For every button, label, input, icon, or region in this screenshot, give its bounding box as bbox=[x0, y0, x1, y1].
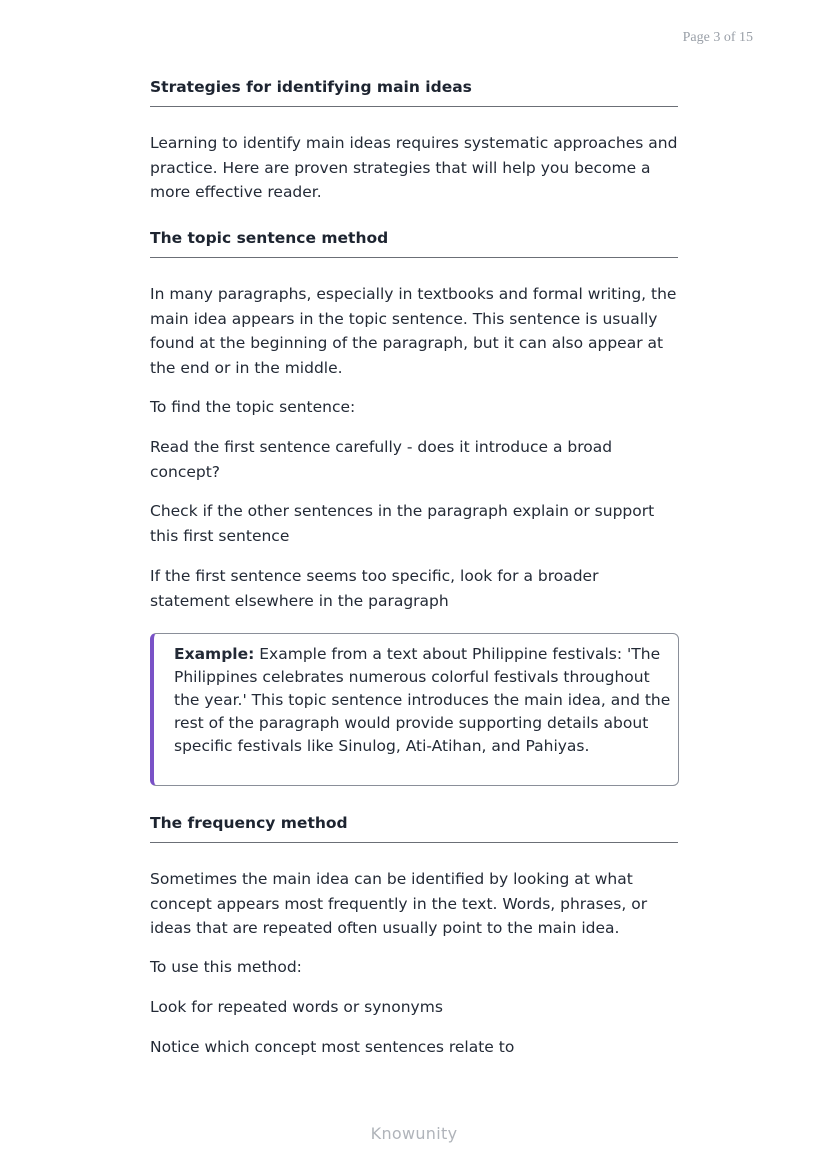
topic-sentence-steps-intro: To find the topic sentence: bbox=[150, 398, 356, 416]
page-number: Page 3 of 15 bbox=[682, 30, 753, 45]
frequency-step-2: Notice which concept most sentences relate to bbox=[150, 1038, 515, 1056]
section-heading-frequency: The frequency method bbox=[150, 814, 678, 843]
example-text: Example from a text about Philippine festivals: 'The Philippines celebrates numerous colorful festivals throughout the year.' This topic sentence introduces the main idea, and the rest of the paragraph would provide supporting details about specific festivals like Sinulog, Ati-Atihan, and Pahiyas. bbox=[174, 645, 671, 755]
frequency-step-1: Look for repeated words or synonyms bbox=[150, 998, 443, 1016]
section-heading-topic-sentence: The topic sentence method bbox=[150, 229, 678, 258]
topic-sentence-step-1: Read the first sentence carefully - does it introduce a broad concept? bbox=[150, 438, 613, 481]
section-heading-strategies: Strategies for identifying main ideas bbox=[150, 78, 678, 107]
strategies-intro-paragraph: Learning to identify main ideas requires systematic approaches and practice. Here are proven strategies that will help you become a more effective reader. bbox=[150, 134, 678, 201]
example-label: Example: bbox=[174, 645, 255, 663]
topic-sentence-step-2: Check if the other sentences in the paragraph explain or support this first sentence bbox=[150, 502, 655, 545]
topic-sentence-paragraph: In many paragraphs, especially in textbooks and formal writing, the main idea appears in the topic sentence. This sentence is usually found at the beginning of the paragraph, but it can also appear at the end or in the middle. bbox=[150, 285, 677, 377]
footer-brand: Knowunity bbox=[370, 1124, 458, 1143]
example-callout bbox=[150, 633, 679, 786]
topic-sentence-step-3: If the first sentence seems too specific, look for a broader statement elsewhere in the paragraph bbox=[150, 567, 599, 610]
frequency-paragraph: Sometimes the main idea can be identified by looking at what concept appears most frequently in the text. Words, phrases, or ideas that are repeated often usually point to the main idea. bbox=[150, 870, 648, 937]
frequency-steps-intro: To use this method: bbox=[150, 958, 302, 976]
